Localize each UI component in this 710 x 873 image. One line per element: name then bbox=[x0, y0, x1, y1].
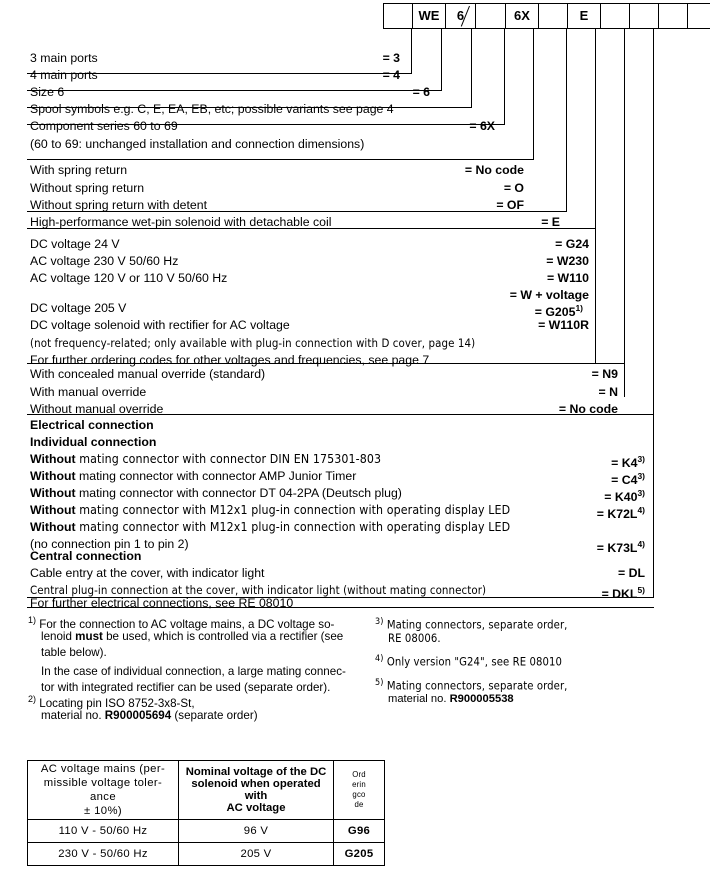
code-cell-size[interactable]: 6 bbox=[445, 3, 475, 29]
code-ac-110v: = W110 bbox=[546, 271, 589, 285]
table-header-ordering-code bbox=[334, 761, 385, 820]
row-connector-amp-prefix: Without bbox=[30, 469, 76, 483]
code-4-main-ports: = 4 bbox=[382, 68, 400, 82]
row-component-series: Component series 60 to 69 bbox=[30, 119, 178, 133]
row-connector-din bbox=[30, 453, 381, 466]
leader-line-override bbox=[624, 29, 625, 397]
row-connector-m12-b-prefix: Without bbox=[30, 520, 76, 534]
code-k4-value: = K4 bbox=[611, 456, 638, 471]
code-cell-connection[interactable] bbox=[658, 3, 687, 29]
footnote-4-marker: 4) bbox=[375, 654, 384, 664]
table-header-ordering-code-l4: de bbox=[354, 800, 364, 809]
table-header-ordering-code-l2: erin bbox=[352, 780, 366, 789]
row-further-codes: For further ordering codes for other voltages and frequencies, see page 7 bbox=[30, 353, 430, 367]
table-header-ordering-code-l1: Ord bbox=[352, 770, 366, 779]
code-n9: = N9 bbox=[591, 367, 618, 381]
row-without-spring: Without spring return bbox=[30, 181, 145, 195]
row-dc-24v: DC voltage 24 V bbox=[30, 237, 120, 251]
table-cell-nominal-205: 205 V bbox=[179, 843, 334, 866]
leader-line-solenoid bbox=[566, 29, 567, 211]
rule-series-2 bbox=[27, 159, 534, 160]
footnote-4-line-1: Only version "G24", see RE 08010 bbox=[386, 655, 562, 669]
row-connector-m12-a bbox=[30, 504, 510, 517]
footnote-5-line-1: Mating connectors, separate order, bbox=[386, 679, 568, 693]
footnote-5-line2: material no. R900005538 bbox=[388, 693, 514, 705]
ordering-code-row bbox=[383, 3, 710, 29]
row-connector-amp bbox=[30, 470, 356, 483]
footnote-1-line3: table below). bbox=[41, 646, 107, 659]
table-header-nominal bbox=[179, 761, 334, 820]
leader-line-3-4-ports bbox=[411, 29, 412, 73]
leader-line-spring bbox=[533, 29, 534, 159]
row-connector-din-prefix: Without bbox=[30, 452, 76, 466]
code-without-spring: = O bbox=[503, 181, 524, 195]
code-w-plus-voltage: = W + voltage bbox=[509, 288, 589, 302]
code-with-spring: = No code bbox=[464, 163, 524, 177]
footnote-3-line2: RE 08006. bbox=[388, 632, 441, 645]
row-central-plugin: Central plug-in connection at the cover, with indicator light (without mating connector) bbox=[30, 583, 487, 597]
table-cell-code-g205: G205 bbox=[334, 843, 385, 866]
footnote-2-line-1: Locating pin ISO 8752-3x8-St, bbox=[39, 696, 195, 710]
table-header-nominal-l2: solenoid when operated bbox=[191, 778, 321, 790]
row-with-spring: With spring return bbox=[30, 163, 128, 177]
code-cell-we[interactable]: WE bbox=[412, 3, 445, 29]
code-cell-solenoid[interactable]: E bbox=[567, 3, 600, 29]
leader-line-connection bbox=[653, 29, 654, 597]
code-cell-series[interactable]: 6X bbox=[505, 3, 538, 29]
table-header-nominal-l4: AC voltage bbox=[226, 802, 286, 814]
row-3-main-ports: 3 main ports bbox=[30, 51, 98, 65]
row-4-main-ports: 4 main ports bbox=[30, 68, 98, 82]
table-header-ordering-code-l3: gco bbox=[352, 790, 366, 799]
row-manual-override: With manual override bbox=[30, 385, 147, 399]
leader-line-size bbox=[441, 29, 442, 90]
row-concealed-override: With concealed manual override (standard) bbox=[30, 367, 266, 381]
row-cable-entry: Cable entry at the cover, with indicator light bbox=[30, 566, 265, 580]
row-without-override: Without manual override bbox=[30, 402, 164, 416]
code-g205 bbox=[450, 302, 583, 319]
leader-line-series bbox=[504, 29, 505, 124]
footnote-4 bbox=[375, 652, 562, 670]
row-connector-dt-rest: mating connector with connector DT 04-2PA (Deutsch plug) bbox=[75, 486, 402, 500]
voltage-table bbox=[27, 760, 385, 866]
code-3-main-ports: = 3 bbox=[382, 51, 400, 65]
leader-line-spool bbox=[471, 29, 472, 107]
code-k4 bbox=[530, 453, 645, 470]
code-cell-extra[interactable] bbox=[687, 3, 710, 29]
code-c4 bbox=[530, 470, 645, 487]
code-k72l-value: = K72L bbox=[596, 507, 638, 522]
footnote-3-marker: 3) bbox=[375, 617, 384, 627]
table-row bbox=[28, 843, 385, 866]
table-header-ac-mains-l1: AC voltage mains (per- bbox=[40, 763, 166, 775]
footnote-3-line-1: Mating connectors, separate order, bbox=[386, 618, 568, 632]
code-solenoid: = E bbox=[541, 215, 560, 229]
row-dc-rectifier: DC voltage solenoid with rectifier for AC voltage bbox=[30, 318, 290, 332]
code-k40-footnote-marker: 3) bbox=[637, 488, 645, 498]
footnote-1-cont bbox=[41, 629, 371, 645]
code-k73l-footnote-marker: 4) bbox=[637, 539, 645, 549]
code-g205-footnote-marker: 1) bbox=[575, 303, 583, 313]
code-ac-230v: = W230 bbox=[546, 254, 589, 268]
row-dc-205v: DC voltage 205 V bbox=[30, 301, 127, 315]
table-header-ac-mains bbox=[28, 761, 179, 820]
code-without-spring-detent: = OF bbox=[496, 198, 524, 212]
row-connector-din-rest: mating connector with connector DIN EN 175301-803 bbox=[75, 452, 382, 466]
footnote-1-line-1: For the connection to AC voltage mains, a DC voltage so- bbox=[39, 617, 335, 631]
row-connector-dt bbox=[30, 487, 402, 500]
footnote-1-line5: tor with integrated rectifier can be used (separate order). bbox=[41, 681, 331, 694]
table-header-nominal-l1: Nominal voltage of the DC bbox=[185, 766, 327, 778]
code-dc-24v: = G24 bbox=[555, 237, 589, 251]
code-size-6: = 6 bbox=[412, 85, 430, 99]
table-header-nominal-l3: with bbox=[244, 790, 268, 802]
row-ac-120v: AC voltage 120 V or 110 V 50/60 Hz bbox=[30, 271, 228, 285]
code-k40-value: = K40 bbox=[604, 490, 638, 505]
table-cell-code-g96: G96 bbox=[334, 820, 385, 843]
table-header-ac-mains-l4: ± 10%) bbox=[83, 805, 123, 817]
row-without-spring-detent: Without spring return with detent bbox=[30, 198, 208, 212]
code-c4-value: = C4 bbox=[611, 473, 638, 488]
code-n: = N bbox=[598, 385, 618, 399]
code-series: = 6X bbox=[469, 119, 495, 133]
code-dkl bbox=[530, 584, 645, 601]
code-dkl-value: = DKL bbox=[601, 587, 638, 602]
code-g205-value: = G205 bbox=[534, 305, 576, 320]
row-connector-dt-prefix: Without bbox=[30, 486, 76, 500]
row-connector-m12-b bbox=[30, 521, 510, 534]
code-w110r: = W110R bbox=[538, 318, 589, 332]
code-k72l bbox=[530, 504, 645, 521]
row-individual-connection: Individual connection bbox=[30, 435, 157, 449]
row-size-6: Size 6 bbox=[30, 85, 65, 99]
table-header-ac-mains-l3: ance bbox=[89, 791, 117, 803]
footnote-1-line-2: lenoid must be used, which is controlled via a rectifier (see bbox=[41, 630, 344, 643]
code-cell-0[interactable] bbox=[383, 3, 412, 29]
footnote-2-line2: material no. R900005694 (separate order) bbox=[41, 709, 258, 722]
row-not-frequency-note: (not frequency-related; only available with plug-in connection with D cover, page 14) bbox=[30, 336, 476, 350]
row-ac-230v: AC voltage 230 V 50/60 Hz bbox=[30, 254, 179, 268]
footnote-1-emphasis: must bbox=[75, 630, 103, 643]
row-connector-m12-b-rest: mating connector with M12x1 plug-in connection with operating display LED bbox=[75, 520, 511, 534]
footnote-5-material-no: R900005538 bbox=[449, 693, 514, 705]
row-electrical-connection: Electrical connection bbox=[30, 418, 154, 432]
code-no-code-override: = No code bbox=[558, 402, 618, 416]
code-k73l bbox=[530, 538, 645, 555]
footnote-2-marker: 2) bbox=[28, 694, 37, 704]
row-connector-amp-rest: mating connector with connector AMP Junior Timer bbox=[75, 469, 357, 483]
footnote-5-marker: 5) bbox=[375, 678, 384, 688]
row-connector-m12-a-rest: mating connector with M12x1 plug-in connection with operating display LED bbox=[75, 503, 511, 517]
table-cell-nominal-96: 96 V bbox=[179, 820, 334, 843]
footnote-1-marker: 1) bbox=[28, 615, 37, 625]
row-connector-m12-a-prefix: Without bbox=[30, 503, 76, 517]
row-further-electrical: For further electrical connections, see RE 08010 bbox=[30, 596, 294, 610]
row-wet-pin-solenoid: High-performance wet-pin solenoid with detachable coil bbox=[30, 215, 332, 229]
code-dl: = DL bbox=[618, 566, 645, 580]
table-header-row bbox=[28, 761, 385, 820]
footnote-2-material-no: R900005694 bbox=[104, 709, 172, 722]
code-k73l-value: = K73L bbox=[596, 541, 638, 556]
table-cell-mains-110: 110 V - 50/60 Hz bbox=[28, 820, 179, 843]
row-no-connection-pin: (no connection pin 1 to pin 2) bbox=[30, 537, 189, 551]
table-row bbox=[28, 820, 385, 843]
code-c4-footnote-marker: 3) bbox=[637, 471, 645, 481]
leader-line-voltage bbox=[595, 29, 596, 363]
code-k72l-footnote-marker: 4) bbox=[637, 505, 645, 515]
table-cell-mains-230: 230 V - 50/60 Hz bbox=[28, 843, 179, 866]
code-dkl-footnote-marker: 5) bbox=[637, 585, 645, 595]
code-cell-override[interactable] bbox=[629, 3, 658, 29]
code-cell-voltage[interactable] bbox=[600, 3, 629, 29]
code-cell-spool[interactable] bbox=[475, 3, 505, 29]
row-central-connection: Central connection bbox=[30, 549, 142, 563]
code-cell-spring[interactable] bbox=[538, 3, 567, 29]
row-component-note: (60 to 69: unchanged installation and connection dimensions) bbox=[30, 137, 365, 151]
code-k4-footnote-marker: 3) bbox=[637, 454, 645, 464]
table-header-ac-mains-l2: missible voltage toler- bbox=[43, 777, 163, 789]
footnote-1-line4: In the case of individual connection, a large mating connec- bbox=[41, 665, 346, 678]
row-spool-symbols: Spool symbols e.g. C, E, EA, EB, etc; possible variants see page 4 bbox=[30, 102, 394, 116]
code-k40 bbox=[530, 487, 645, 504]
